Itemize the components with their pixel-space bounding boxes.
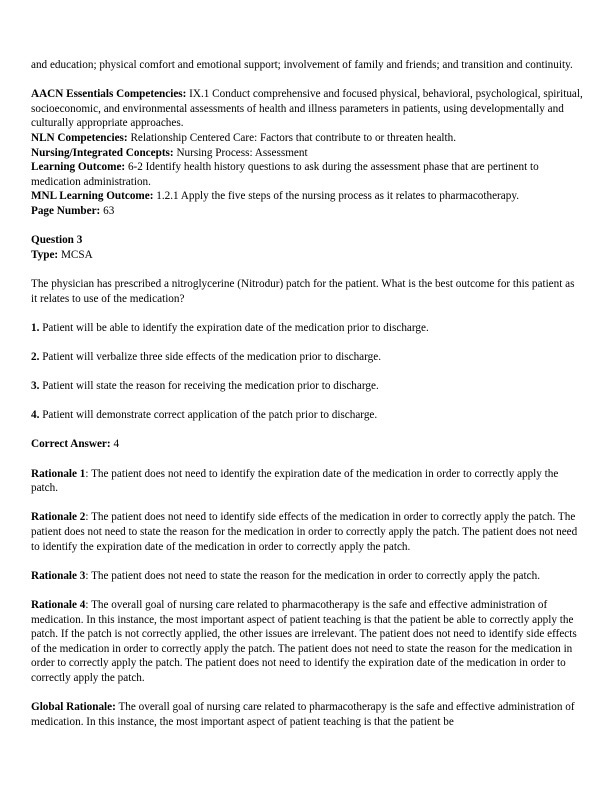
rationale-2 [31, 510, 583, 554]
correct-answer-label: Correct Answer: [31, 438, 111, 451]
rationale-label: Rationale 3 [31, 569, 86, 582]
rationale-3 [31, 569, 583, 584]
option-number: 1. [31, 321, 40, 334]
option-text: Patient will state the reason for receiving the medication prior to discharge. [39, 380, 379, 393]
global-rationale-text: The overall goal of nursing care related to pharmacotherapy is the safe and effective administration of medication. In this instance, the most important aspect of patient teaching is that the patient be [31, 701, 575, 728]
option-number: 2. [31, 350, 40, 363]
aacn-label: AACN Essentials Competencies: [31, 88, 187, 101]
rationale-4 [31, 598, 583, 686]
nln-label: NLN Competencies: [31, 131, 128, 144]
answer-option-1 [31, 321, 583, 336]
aacn-competencies [31, 87, 583, 131]
question-type-value: MCSA [58, 248, 93, 261]
nln-competencies [31, 131, 583, 146]
rationale-1 [31, 467, 583, 496]
option-text: Patient will verbalize three side effects of the medication prior to discharge. [39, 350, 382, 363]
rationale-text: : The patient does not need to state the reason for the medication in order to correctly apply the patch. [85, 569, 540, 582]
learning-outcome [31, 160, 583, 189]
question-stem: The physician has prescribed a nitroglycerine (Nitrodur) patch for the patient. What is the best outcome for this patient as it relates to use of the medication? [31, 277, 575, 305]
answer-option-2 [31, 350, 583, 365]
learning-outcome-label: Learning Outcome: [31, 161, 126, 174]
question-type-label: Type: [31, 248, 59, 261]
rationale-text: : The patient does not need to identify the expiration date of the medication in order to correctly apply the patch. [31, 467, 559, 495]
option-text: Patient will demonstrate correct application of the patch prior to discharge. [39, 409, 378, 422]
correct-answer-value: 4 [110, 438, 120, 451]
option-text: Patient will be able to identify the expiration date of the medication prior to discharge. [39, 321, 429, 334]
intro-paragraph: and education; physical comfort and emotional support; involvement of family and friends; and transition and continuity. [31, 59, 573, 71]
page-number-label: Page Number: [31, 204, 101, 217]
rationale-text: : The overall goal of nursing care related to pharmacotherapy is the safe and effective administration of medication. In this instance, the most important aspect of patient teaching is that the patient be able to correctly apply the patch. If the patch is not correctly applied, the other issues are irrelevant. The patient does not need to identify side effects of the medication in order to correctly apply the patch. The patient does not need to state the reason for the medication in order to correctly apply the patch. The patient does not need to identify the expiration date of the medication in order to correctly apply the patch. [31, 598, 577, 684]
mnl-label: MNL Learning Outcome: [31, 190, 154, 203]
option-number: 3. [31, 380, 40, 393]
rationale-text: : The patient does not need to identify side effects of the medication in order to correctly apply the patch. The patient does not need to state the reason for the medication in order to correctly apply the patch. The patient does not need to identify the expiration date of the medication in order to correctly apply the patch. [31, 511, 578, 553]
integrated-concepts [31, 146, 583, 161]
mnl-learning-outcome [31, 189, 583, 204]
answer-option-4 [31, 408, 583, 423]
rationale-label: Rationale 2 [31, 511, 86, 524]
global-rationale-label: Global Rationale: [31, 701, 116, 714]
nln-text: Relationship Centered Care: Factors that contribute to or threaten health. [127, 131, 457, 144]
document-page [31, 58, 583, 729]
learning-outcome-text: 6-2 Identify health history questions to ask during the assessment phase that are pertinent to medication administration. [31, 161, 539, 188]
mnl-text: 1.2.1 Apply the five steps of the nursing process as it relates to pharmacotherapy. [153, 190, 520, 203]
page-number-value: 63 [100, 204, 115, 217]
correct-answer [31, 437, 583, 452]
concepts-text: Nursing Process: Assessment [173, 146, 308, 159]
question-heading: Question 3 [31, 234, 83, 247]
global-rationale [31, 700, 583, 729]
option-number: 4. [31, 409, 40, 422]
question-type [31, 248, 583, 263]
concepts-label: Nursing/Integrated Concepts: [31, 146, 174, 159]
rationale-label: Rationale 4 [31, 598, 86, 611]
rationale-label: Rationale 1 [31, 467, 86, 480]
page-number [31, 204, 583, 219]
aacn-text: IX.1 Conduct comprehensive and focused physical, behavioral, psychological, spiritual, socioeconomic, and environmental assessments of health and illness parameters in patients, using developmentally and culturally appropriate approaches. [31, 88, 583, 130]
answer-option-3 [31, 379, 583, 394]
